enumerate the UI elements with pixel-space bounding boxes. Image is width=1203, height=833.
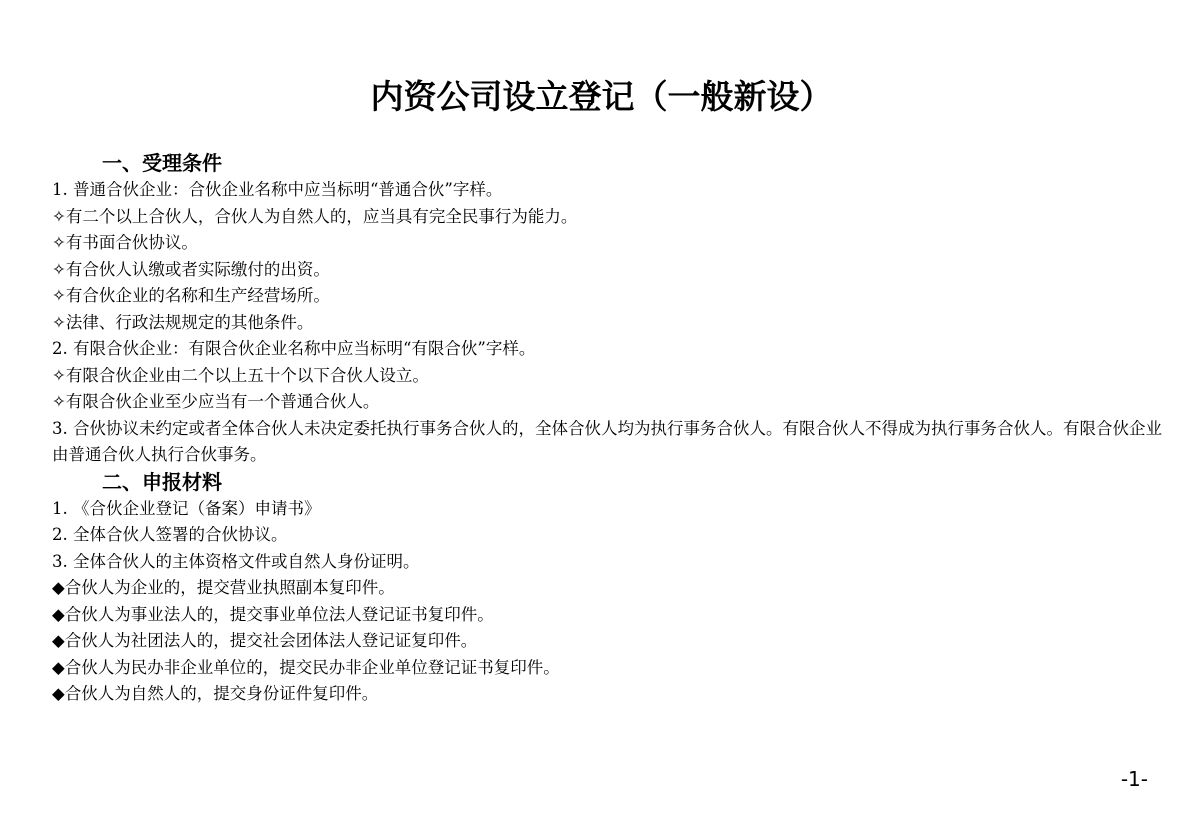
material-line: ◆合伙人为民办非企业单位的，提交民办非企业单位登记证书复印件。 bbox=[52, 657, 560, 677]
condition-line: ✧法律、行政法规规定的其他条件。 bbox=[52, 312, 314, 332]
condition-line: 1. 普通合伙企业：合伙企业名称中应当标明“普通合伙”字样。 bbox=[52, 180, 503, 199]
condition-line: ✧有二个以上合伙人，合伙人为自然人的，应当具有完全民事行为能力。 bbox=[52, 206, 578, 226]
document-title: 内资公司设立登记（一般新设） bbox=[370, 77, 833, 116]
material-line: ◆合伙人为自然人的，提交身份证件复印件。 bbox=[52, 684, 379, 703]
page-number: -1- bbox=[1120, 767, 1148, 791]
condition-line: 2. 有限合伙企业：有限合伙企业名称中应当标明“有限合伙”字样。 bbox=[52, 339, 536, 358]
material-line: 3. 全体合伙人的主体资格文件或自然人身份证明。 bbox=[52, 551, 420, 571]
section-heading-application-materials: 二、申报材料 bbox=[102, 469, 222, 494]
condition-line: ✧有合伙企业的名称和生产经营场所。 bbox=[52, 286, 330, 305]
document-body bbox=[52, 150, 1162, 708]
material-line: 1. 《合伙企业登记（备案）申请书》 bbox=[52, 498, 321, 518]
section-heading-acceptance-conditions: 一、受理条件 bbox=[102, 151, 222, 175]
condition-paragraph: 3. 合伙协议未约定或者全体合伙人未决定委托执行事务合伙人的，全体合伙人均为执行事务合伙人。有限合伙人不得成为执行事务合伙人。有限合伙企业由普通合伙人执行合伙事务。 bbox=[52, 418, 1162, 464]
material-line: ◆合伙人为事业法人的，提交事业单位法人登记证书复印件。 bbox=[52, 604, 494, 624]
condition-line: ✧有书面合伙协议。 bbox=[52, 233, 198, 252]
material-line: ◆合伙人为企业的，提交营业执照副本复印件。 bbox=[52, 578, 395, 597]
condition-line: ✧有限合伙企业至少应当有一个普通合伙人。 bbox=[52, 392, 380, 411]
material-line: 2. 全体合伙人签署的合伙协议。 bbox=[52, 525, 288, 544]
condition-line: ✧有合伙人认缴或者实际缴付的出资。 bbox=[52, 259, 330, 279]
condition-line: ✧有限合伙企业由二个以上五十个以下合伙人设立。 bbox=[52, 365, 429, 385]
material-line: ◆合伙人为社团法人的，提交社会团体法人登记证复印件。 bbox=[52, 631, 478, 650]
